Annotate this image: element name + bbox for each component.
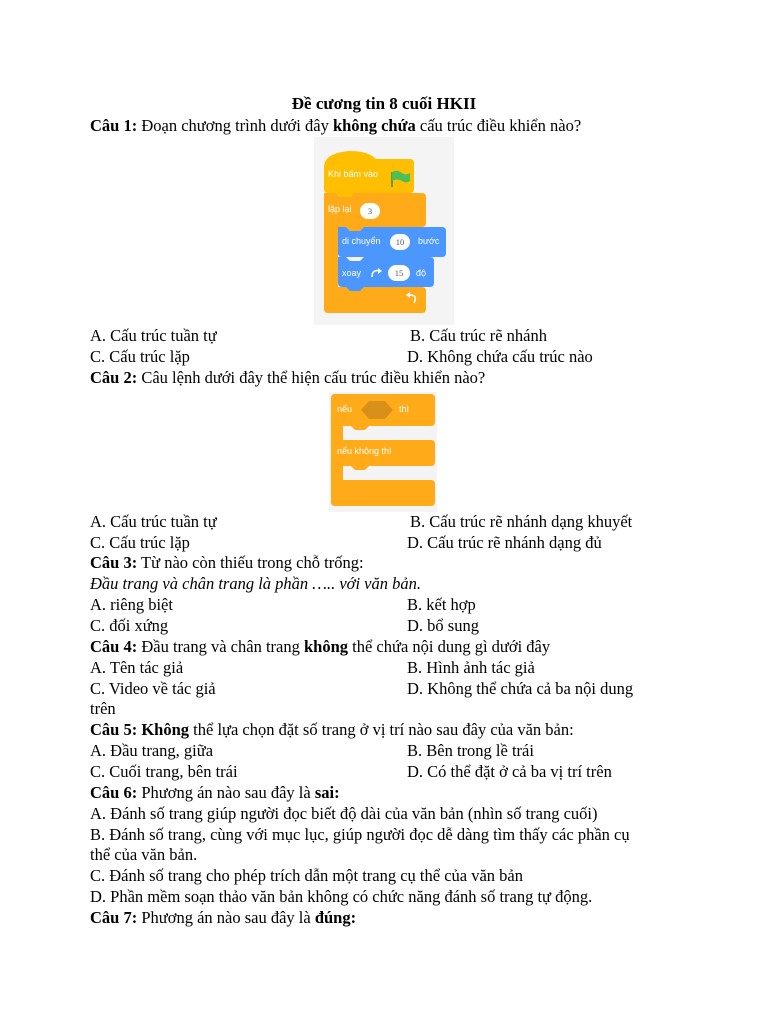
question-2: Câu 2: Câu lệnh dưới đây thể hiện cấu trúc điều khiển nào? [90,368,486,387]
scratch-if-else-image [329,392,437,512]
when-flag-clicked-label: Khi bấm vào [328,169,379,179]
q5-option-d: D. Có thể đặt ở cả ba vị trí trên [407,762,612,781]
q1-option-a: A. Cấu trúc tuần tự [90,326,217,345]
q6-option-c: C. Đánh số trang cho phép trích dẫn một trang cụ thể của văn bản [90,866,523,885]
then-label: thì [399,404,410,414]
question-label: Câu 5: [90,720,138,739]
q4-option-b: B. Hình ảnh tác giả [407,658,535,677]
question-7: Câu 7: Phương án nào sau đây là đúng: [90,908,357,927]
q1-option-c: C. Cấu trúc lặp [90,347,190,366]
question-6: Câu 6: Phương án nào sau đây là sai: [90,783,340,802]
turn-label: xoay [342,268,362,278]
question-label: Câu 2: [90,368,138,387]
q5-option-b: B. Bên trong lề trái [407,741,534,760]
question-label: Câu 7: [90,908,138,927]
if-label: nếu [337,404,353,414]
q1-option-b: B. Cấu trúc rẽ nhánh [410,326,548,345]
question-label: Câu 4: [90,637,138,656]
q6-option-b-continued: thể của văn bản. [90,845,198,864]
q4-option-d-continued: trên [90,699,116,718]
move-steps-input: 10 [390,234,410,250]
page-title: Đề cương tin 8 cuối HKII [291,94,477,113]
q4-option-c: C. Video về tác giả [90,679,216,698]
q5-option-c: C. Cuối trang, bên trái [90,762,238,781]
else-label: nếu không thì [337,446,392,456]
q2-option-b: B. Cấu trúc rẽ nhánh dạng khuyết [410,512,633,531]
q4-option-d: D. Không thể chứa cả ba nội dung [407,679,634,698]
question-label: Câu 3: [90,553,138,572]
question-label: Câu 6: [90,783,138,802]
question-3: Câu 3: Từ nào còn thiếu trong chỗ trống: [90,553,364,572]
q3-option-d: D. bổ sung [407,616,479,635]
q4-option-a: A. Tên tác giả [90,658,184,677]
question-1: Câu 1: Đoạn chương trình dưới đây không chứa cấu trúc điều khiển nào? [90,116,582,135]
question-label: Câu 1: [90,116,138,135]
q6-option-b: B. Đánh số trang, cùng với mục lục, giúp người đọc dễ dàng tìm thấy các phần cụ [90,825,630,844]
q2-option-d: D. Cấu trúc rẽ nhánh dạng đủ [407,533,602,552]
question-4: Câu 4: Đầu trang và chân trang không thể chứa nội dung gì dưới đây [90,637,551,656]
move-label: di chuyển [342,236,381,246]
q5-option-a: A. Đầu trang, giữa [90,741,214,760]
scratch-blocks-svg [314,137,454,325]
q1-option-d: D. Không chứa cấu trúc nào [407,347,593,366]
q3-option-c: C. đối xứng [90,616,169,635]
q3-option-a: A. riêng biệt [90,595,173,614]
q3-option-b: B. kết hợp [407,595,476,614]
move-unit-label: bước [418,236,440,246]
q6-option-a: A. Đánh số trang giúp người đọc biết độ dài của văn bản (nhìn số trang cuối) [90,804,598,823]
question-3-sentence: Đầu trang và chân trang là phần ….. với văn bản. [90,574,421,593]
q2-option-c: C. Cấu trúc lặp [90,533,190,552]
question-5: Câu 5: Không thể lựa chọn đặt số trang ở vị trí nào sau đây của văn bản: [90,720,574,739]
repeat-label: lặp lại [328,204,352,214]
scratch-program-image [314,137,454,325]
q2-option-a: A. Cấu trúc tuần tự [90,512,217,531]
q6-option-d: D. Phần mềm soạn thảo văn bản không có chức năng đánh số trang tự động. [90,887,593,906]
turn-degrees-input: 15 [388,265,410,281]
turn-unit-label: độ [416,268,427,278]
repeat-count-input: 3 [360,203,380,219]
